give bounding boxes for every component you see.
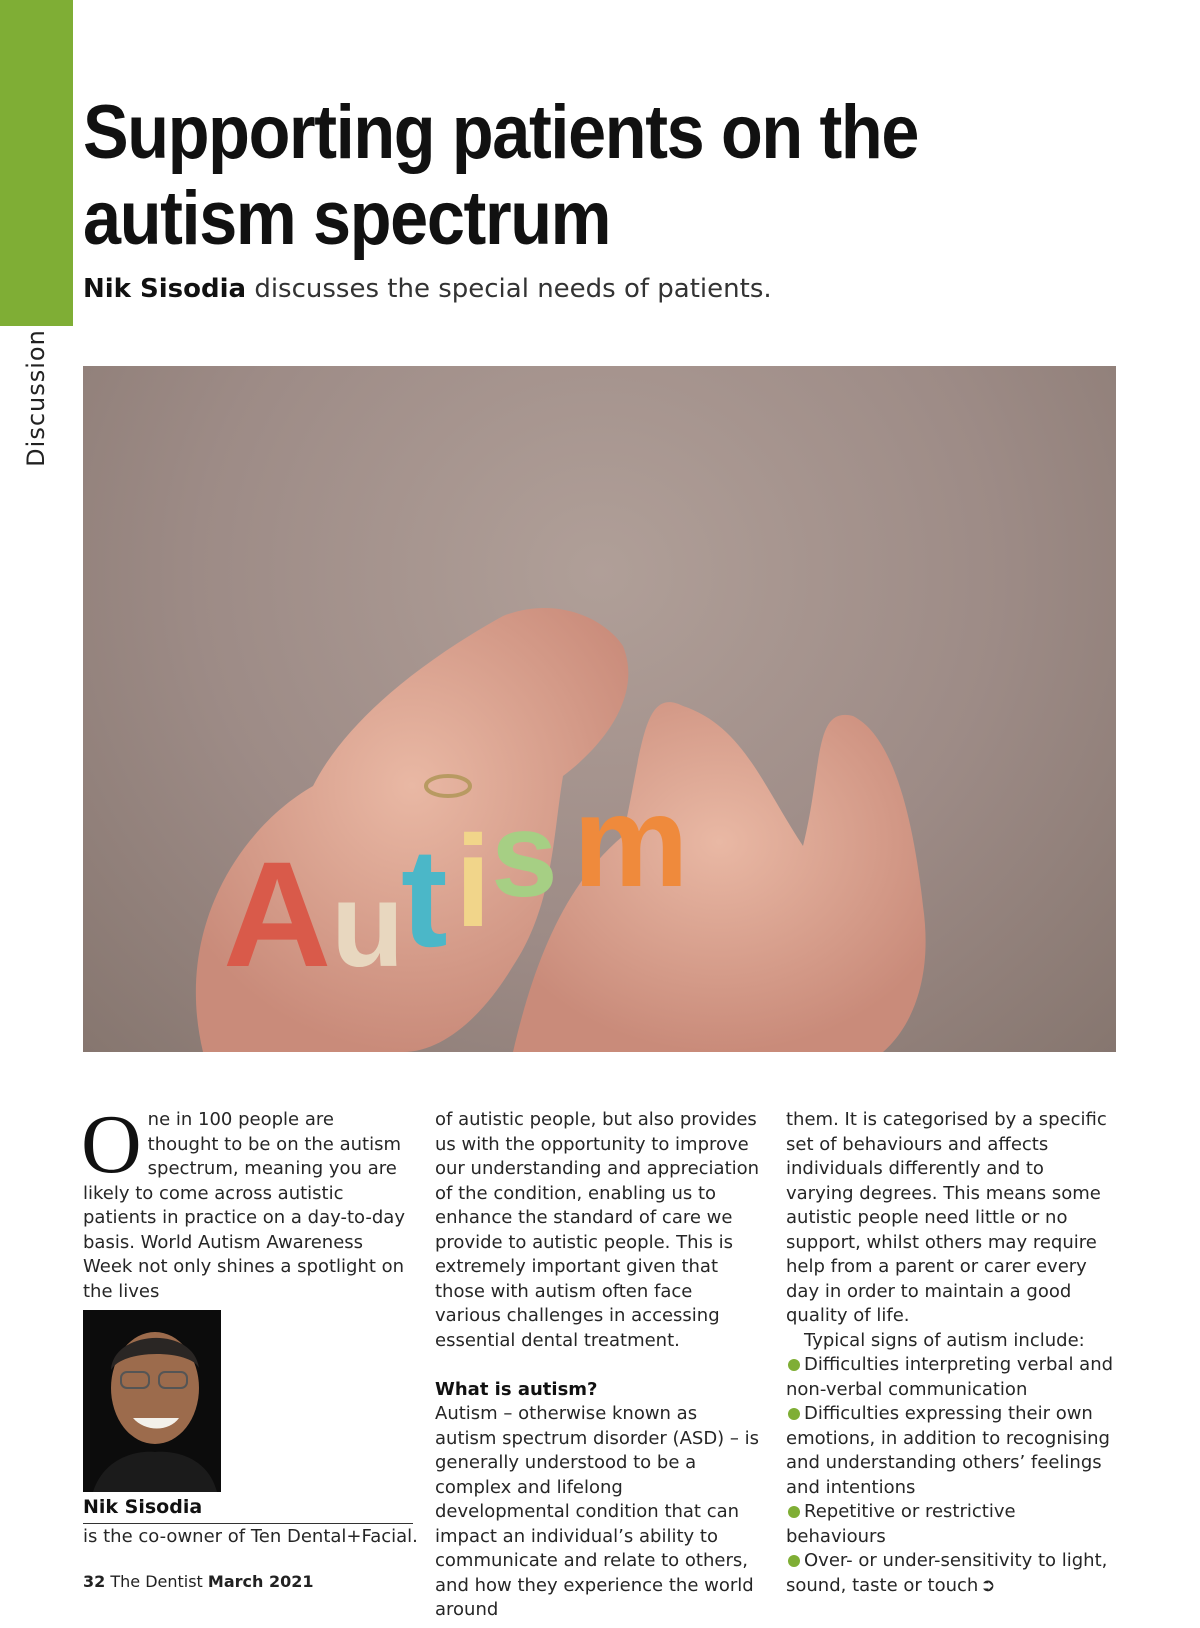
page-number: 32 <box>83 1572 106 1591</box>
body-paragraph: of autistic people, but also provides us with the opportunity to improve our understanding and appreciation of the condition, enabling us to enhance the standard of care we provide to autistic people. This is extremely important given that those with autism often face various challenges in accessing essential dental treatment. <box>435 1109 760 1351</box>
column-3 <box>786 1108 1116 1598</box>
letter-t: t <box>401 819 448 976</box>
author-name: Nik Sisodia <box>83 1496 203 1518</box>
letter-s: s <box>491 788 558 922</box>
bullet-item: Difficulties expressing their own emotions, in addition to recognising and understanding others’ feelings and intentions <box>786 1403 1110 1498</box>
letter-u: u <box>331 858 405 992</box>
author-portrait <box>83 1310 221 1492</box>
standfirst-text: discusses the special needs of patients. <box>246 274 772 304</box>
standfirst-author: Nik Sisodia <box>83 274 247 304</box>
bullet-dot-icon <box>788 1408 800 1420</box>
body-paragraph: Typical signs of autism include: <box>804 1329 1085 1351</box>
article-headline: Supporting patients on the autism spectrum <box>83 90 919 261</box>
section-color-bar <box>0 0 73 326</box>
publication-name: The Dentist <box>105 1572 208 1591</box>
body-paragraph: them. It is categorised by a specific set of behaviours and affects individuals differently and to varying degrees. This means some autistic people need little or no support, whilst others may require help from a parent or carer every day in order to maintain a good quality of life. <box>786 1109 1107 1326</box>
bullet-dot-icon <box>788 1506 800 1518</box>
page-footer <box>83 1572 314 1591</box>
letter-a: A <box>223 830 332 998</box>
bullet-dot-icon <box>788 1555 800 1567</box>
intro-paragraph <box>81 1098 408 1304</box>
bullet-item: Difficulties interpreting verbal and non-verbal communication <box>786 1354 1114 1400</box>
author-divider <box>83 1523 413 1524</box>
letter-i: i <box>455 808 492 954</box>
column-2 <box>435 1108 760 1623</box>
letter-m: m <box>573 768 689 914</box>
bullet-item: Over- or under-sensitivity to light, sound, taste or touch ➲ <box>786 1550 1108 1596</box>
intro-text: ne in 100 people are thought to be on the autism spectrum, meaning you are likely to come across autistic patients in practice on a day-to-day basis. World Autism Awareness Week not only shines a spotlight on the lives <box>83 1109 405 1302</box>
body-paragraph: Autism – otherwise known as autism spectrum disorder (ASD) – is generally understood to be a complex and lifelong developmental condition that can impact an individual’s ability to communicate and relate to others, and how they experience the world around <box>435 1403 760 1620</box>
continue-arrow-icon: ➲ <box>980 1574 996 1596</box>
bullet-item: Repetitive or restrictive behaviours <box>786 1501 1016 1547</box>
hero-photo <box>83 366 1116 1052</box>
author-photo <box>83 1310 221 1492</box>
standfirst <box>83 274 772 304</box>
section-label: Discussion <box>22 329 50 467</box>
bullet-dot-icon <box>788 1359 800 1371</box>
column-1 <box>81 1098 408 1304</box>
hands-illustration <box>83 366 1116 1052</box>
dropcap: O <box>81 1098 142 1191</box>
author-bio: is the co-owner of Ten Dental+Facial. <box>83 1526 418 1547</box>
issue-date: March 2021 <box>207 1572 314 1591</box>
subheading: What is autism? <box>435 1378 598 1400</box>
